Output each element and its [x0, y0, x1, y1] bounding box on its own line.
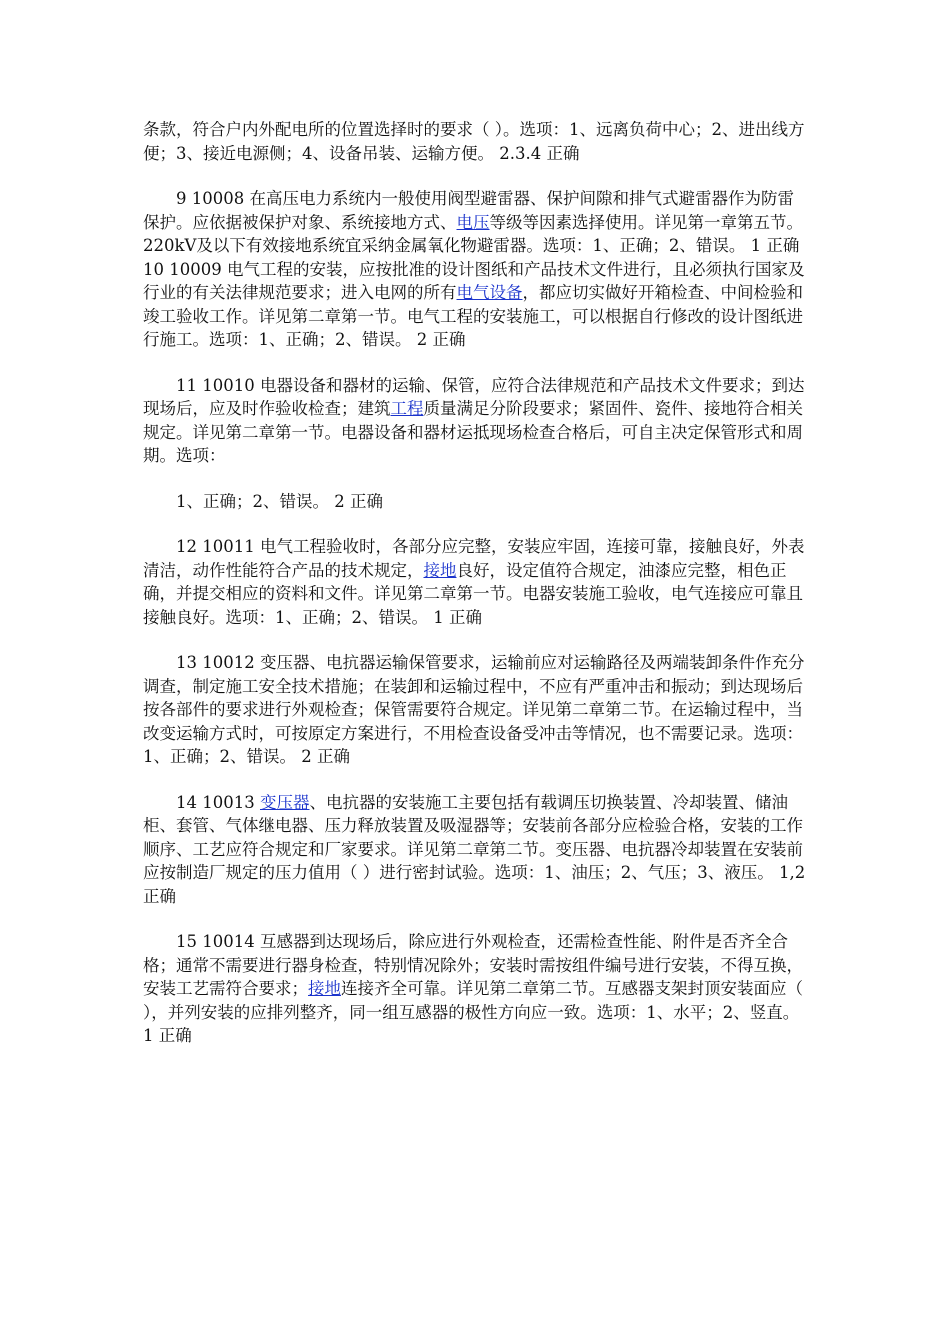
- paragraph-text: 11 10010 电器设备和器材的运输、保管，应符合法律规范和产品技术文件要求；到达现场后，应及时作验收检查；建筑: [143, 375, 805, 418]
- paragraph-text: 、电抗器的安装施工主要包括有载调压切换装置、冷却装置、储油柜、套管、气体继电器、压力释放装置及吸湿器等；安装前各部分应检验合格，安装的工作顺序、工艺应符合规定和厂家要求。详见第二章第二节。变压器、电抗器冷却装置在安装前应按制造厂规定的压力值用（ ）进行密封试验。选项：1、油压；2、气压；3、液压。 1,2 正确: [143, 792, 806, 906]
- paragraph-text: 14 10013: [176, 792, 260, 812]
- paragraph: [143, 490, 808, 514]
- paragraph-text: 质量满足分阶段要求；紧固件、瓷件、接地符合相关规定。详见第二章第一节。电器设备和器材运抵现场检查合格后，可自主决定保管形式和周期。选项：: [143, 399, 803, 465]
- paragraph-text: 13 10012 变压器、电抗器运输保管要求，运输前应对运输路径及两端装卸条件作充分调查，制定施工安全技术措施；在装卸和运输过程中，不应有严重冲击和振动；到达现场后按各部件的要求进行外观检查；保管需要符合规定。详见第二章第二节。在运输过程中，当改变运输方式时，可按原定方案进行，不用检查设备受冲击等情况，也不需要记录。选项：1、正确；2、错误。 2 正确: [143, 653, 805, 766]
- paragraph-text: 1、正确；2、错误。 2 正确: [176, 491, 383, 511]
- keyword-link[interactable]: 电压: [456, 212, 490, 232]
- paragraph: [143, 535, 808, 629]
- paragraph-text: 等级等因素选择使用。详见第一章第五节。220kV及以下有效接地系统宜采纳金属氧化物避雷器。选项：1、正确；2、错误。 1 正确 10 10009 电气工程的安装，应按批准的设计图纸和产品技术文件进行，且必须执行国家及行业的有关法律规范要求；进入电网的所有: [143, 212, 805, 302]
- paragraph-text: 条款，符合户内外配电所的位置选择时的要求（ ）。选项：1、远离负荷中心；2、进出线方便；3、接近电源侧；4、设备吊装、运输方便。 2.3.4 正确: [143, 120, 805, 163]
- paragraph-text: 良好，设定值符合规定，油漆应完整，相色正确，并提交相应的资料和文件。详见第二章第一节。电器安装施工验收，电气连接应可靠且接触良好。选项：1、正确；2、错误。 1 正确: [143, 560, 803, 627]
- paragraph-text: 连接齐全可靠。详见第二章第二节。互感器支架封顶安装面应（ ），并列安装的应排列整齐，同一组互感器的极性方向应一致。选项：1、水平；2、竖直。 1 正确: [143, 979, 803, 1045]
- paragraph: [143, 791, 808, 909]
- document-page: [143, 118, 808, 1070]
- keyword-link[interactable]: 变压器: [259, 792, 310, 812]
- paragraph-text: 9 10008 在高压电力系统内一般使用阀型避雷器、保护间隙和排气式避雷器作为防雷保护。应依据被保护对象、系统接地方式、: [143, 189, 794, 232]
- paragraph: [143, 118, 808, 165]
- keyword-link[interactable]: 电气设备: [456, 283, 523, 302]
- paragraph: [143, 187, 808, 352]
- paragraph-text: 15 10014 互感器到达现场后，除应进行外观检查，还需检查性能、附件是否齐全合格；通常不需要进行器身检查，特别情况除外；安装时需按组件编号进行安装，不得互换，安装工艺需符合要求；: [143, 932, 803, 998]
- keyword-link[interactable]: 工程: [390, 399, 424, 418]
- paragraph: [143, 651, 808, 769]
- paragraph: [143, 374, 808, 468]
- paragraph: [143, 930, 808, 1048]
- paragraph-text: 12 10011 电气工程验收时，各部分应完整，安装应牢固，连接可靠，接触良好，外表清洁，动作性能符合产品的技术规定，: [143, 537, 805, 580]
- paragraph-text: ，都应切实做好开箱检查、中间检验和竣工验收工作。详见第二章第一节。电气工程的安装施工，可以根据自行修改的设计图纸进行施工。选项：1、正确；2、错误。 2 正确: [143, 283, 803, 349]
- keyword-link[interactable]: 接地: [308, 979, 341, 998]
- keyword-link[interactable]: 接地: [423, 560, 457, 580]
